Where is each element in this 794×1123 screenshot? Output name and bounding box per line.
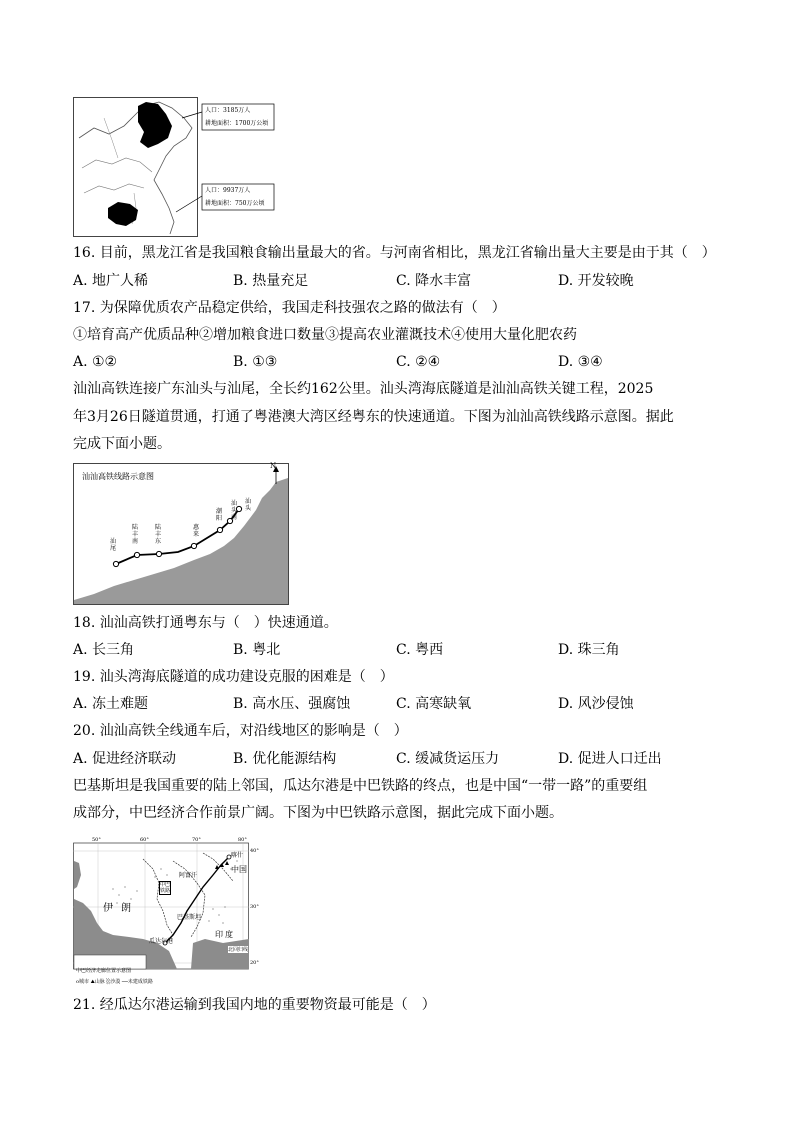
q20-option-c[interactable]: C. 缓减货运压力 [396, 751, 500, 767]
label-chaoyang: 潮阳 [216, 508, 223, 522]
q18-option-a[interactable]: A. 长三角 [73, 642, 135, 658]
q16-option-d[interactable]: D. 开发较晚 [558, 273, 634, 289]
cpec-map-svg [73, 839, 255, 977]
north-label: N [270, 462, 277, 470]
q19-option-d[interactable]: D. 风沙侵蚀 [558, 696, 634, 712]
label-lufengnan: 陆丰南 [132, 524, 139, 545]
q18-option-d[interactable]: D. 珠三角 [558, 642, 620, 658]
label-kashgar: 喀什 [231, 852, 244, 859]
q19-option-b[interactable]: B. 高水压、强腐蚀 [233, 696, 351, 712]
label-pakistan: 巴基斯坦 [177, 914, 202, 921]
heilongjiang-shape [138, 102, 172, 148]
station-huilai [191, 543, 196, 548]
label-shantounan: 汕头南 [231, 500, 238, 521]
china-east-outline-svg [74, 98, 197, 236]
heilongjiang-henan-map [73, 97, 198, 237]
q18-option-b[interactable]: B. 粤北 [233, 642, 281, 658]
q17-option-b[interactable]: B. ①③ [233, 354, 278, 370]
label-iran: 伊朗 [103, 903, 139, 914]
label-lufengdong: 陆丰东 [155, 524, 162, 545]
passage1-line3: 完成下面小题。 [73, 436, 171, 452]
label-gwadar: 瓜达尔港 [149, 938, 174, 945]
label-india: 印度 [215, 930, 235, 939]
map2-title: 汕汕高铁线路示意图 [82, 472, 154, 481]
sea-area [74, 478, 288, 604]
shanshan-map-svg [74, 464, 288, 604]
q16-option-c[interactable]: C. 降水丰富 [396, 273, 472, 289]
label-tropic: 北回归线 [228, 947, 249, 953]
q20-option-b[interactable]: B. 优化能源结构 [233, 751, 337, 767]
shanshan-railway-map [73, 463, 289, 605]
label-railway: 中巴铁路 [160, 882, 171, 894]
passage1-line1: 汕汕高铁连接广东汕头与汕尾，全长约162公里。汕头湾海底隧道是汕汕高铁关键工程，2025 [73, 381, 654, 397]
passage1-line2: 年3月26日隧道贯通，打通了粤港澳大湾区经粤东的快速通道。下图为汕汕高铁线路示意图。据此 [73, 409, 674, 425]
q17-option-a[interactable]: A. ①② [73, 354, 118, 370]
passage2-line2: 成部分，中巴经济合作前景广阔。下图为中巴铁路示意图，据此完成下面小题。 [73, 805, 563, 821]
label-afghanistan: 阿富汗 [179, 872, 198, 879]
q18-stem: 18. 汕汕高铁打通粤东与（ ）快速通道。 [73, 615, 338, 631]
hn-population: 人口：9937万人 [205, 187, 251, 194]
q17-option-d[interactable]: D. ③④ [558, 354, 603, 370]
hlj-farmland: 耕地面积：1700万公顷 [205, 120, 269, 127]
lon-70-label: 70° [192, 837, 201, 843]
hlj-population: 人口：3185万人 [205, 107, 251, 114]
passage2-line1: 巴基斯坦是我国重要的陆上邻国，瓜达尔港是中巴铁路的终点，也是中国“一带一路”的重要组 [73, 778, 648, 794]
map3-legend: o城市 ⛰山脉 ░沙漠 ──未建成铁路 [76, 979, 153, 985]
q21-stem: 21. 经瓜达尔港运输到我国内地的重要物资最可能是（ ） [73, 997, 436, 1013]
station-chaoyang [217, 527, 222, 532]
label-inset: 中巴经济走廊位置示意图 [76, 968, 132, 974]
q19-option-a[interactable]: A. 冻土难题 [73, 696, 149, 712]
station-lufengnan [134, 552, 139, 557]
lon-80-label: 80° [238, 837, 247, 843]
henan-shape [108, 202, 138, 226]
label-shanwei: 汕尾 [110, 538, 117, 552]
bay-area [191, 939, 249, 969]
q17-stem: 17. 为保障优质农产品稳定供给，我国走科技强农之路的做法有（ ） [73, 300, 506, 316]
station-shanwei [113, 561, 118, 566]
q16-option-a[interactable]: A. 地广人稀 [73, 273, 149, 289]
china-pakistan-railway-map [73, 837, 259, 985]
q16-option-b[interactable]: B. 热量充足 [233, 273, 309, 289]
lon-60-label: 60° [140, 837, 149, 843]
station-lufengdong [156, 551, 161, 556]
lon-50-label: 50° [92, 837, 101, 843]
q20-stem: 20. 汕汕高铁全线通车后，对沿线地区的影响是（ ） [73, 723, 408, 739]
label-china: 中国 [231, 865, 247, 874]
lat-30-label: 30° [250, 904, 259, 910]
q18-option-c[interactable]: C. 粤西 [396, 642, 444, 658]
q20-option-d[interactable]: D. 促进人口迁出 [558, 751, 662, 767]
label-huilai: 惠来 [193, 524, 200, 538]
q16-stem: 16. 目前，黑龙江省是我国粮食输出量最大的省。与河南省相比，黑龙江省输出量大主要是由于其（ ） [73, 245, 716, 261]
lat-20-label: 20° [250, 960, 259, 966]
hn-farmland: 耕地面积：750万公顷 [205, 200, 265, 207]
q20-option-a[interactable]: A. 促进经济联动 [73, 751, 177, 767]
q17-statements: ①培育高产优质品种②增加粮食进口数量③提高农业灌溉技术④使用大量化肥农药 [73, 327, 577, 343]
q19-option-c[interactable]: C. 高寒缺氧 [396, 696, 472, 712]
q19-stem: 19. 汕头湾海底隧道的成功建设克服的困难是（ ） [73, 669, 394, 685]
lat-40-label: 40° [250, 848, 259, 854]
label-shantou: 汕头 [245, 498, 252, 512]
q17-option-c[interactable]: C. ②④ [396, 354, 441, 370]
